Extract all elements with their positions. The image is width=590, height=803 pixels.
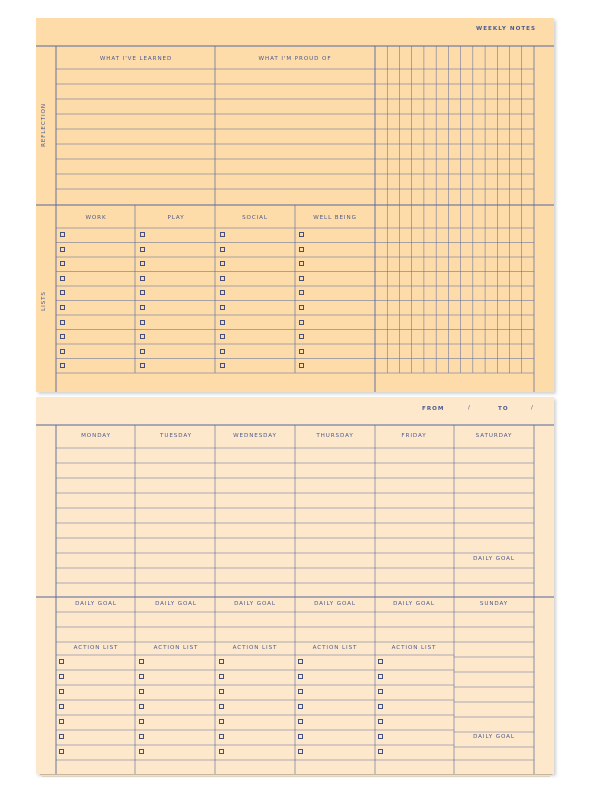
checkbox[interactable] xyxy=(220,334,225,339)
checkbox[interactable] xyxy=(378,749,383,754)
reflection-side-label: REFLECTION xyxy=(41,103,47,147)
saturday-daily-goal-label: DAILY GOAL xyxy=(473,556,515,562)
checkbox[interactable] xyxy=(59,674,64,679)
sheet-stack-edge xyxy=(40,774,552,775)
friday-action-list-label: ACTION LIST xyxy=(391,645,437,651)
lists-side-label: LISTS xyxy=(41,291,47,311)
checkbox[interactable] xyxy=(59,704,64,709)
weekly-planner-grid xyxy=(36,397,554,774)
weekly-notes-sheet xyxy=(36,18,554,392)
checkbox[interactable] xyxy=(298,689,303,694)
checkbox[interactable] xyxy=(60,334,65,339)
checkbox[interactable] xyxy=(298,674,303,679)
checkbox[interactable] xyxy=(140,305,145,310)
checkbox[interactable] xyxy=(219,719,224,724)
checkbox[interactable] xyxy=(59,659,64,664)
checkbox[interactable] xyxy=(59,749,64,754)
thursday-action-list-label: ACTION LIST xyxy=(312,645,358,651)
checkbox[interactable] xyxy=(299,334,304,339)
checkbox[interactable] xyxy=(139,704,144,709)
social-header: SOCIAL xyxy=(242,215,268,221)
checkbox[interactable] xyxy=(378,689,383,694)
checkbox[interactable] xyxy=(299,232,304,237)
checkbox[interactable] xyxy=(139,734,144,739)
proud-header: WHAT I'M PROUD OF xyxy=(258,56,332,62)
thursday-daily-goal-label: DAILY GOAL xyxy=(314,601,356,607)
checkbox[interactable] xyxy=(220,247,225,252)
tuesday-action-list-label: ACTION LIST xyxy=(153,645,199,651)
friday-header: FRIDAY xyxy=(401,433,427,439)
sheet-stack-edge xyxy=(42,776,550,777)
checkbox[interactable] xyxy=(298,749,303,754)
checkbox[interactable] xyxy=(139,659,144,664)
checkbox[interactable] xyxy=(139,674,144,679)
checkbox[interactable] xyxy=(219,659,224,664)
checkbox[interactable] xyxy=(60,305,65,310)
checkbox[interactable] xyxy=(299,349,304,354)
wednesday-action-list-label: ACTION LIST xyxy=(232,645,278,651)
checkbox[interactable] xyxy=(220,363,225,368)
checkbox[interactable] xyxy=(220,232,225,237)
to-date-separator: / xyxy=(531,405,534,411)
checkbox[interactable] xyxy=(219,674,224,679)
checkbox[interactable] xyxy=(298,719,303,724)
checkbox[interactable] xyxy=(140,247,145,252)
checkbox[interactable] xyxy=(299,305,304,310)
checkbox[interactable] xyxy=(59,689,64,694)
checkbox[interactable] xyxy=(140,363,145,368)
checkbox[interactable] xyxy=(299,247,304,252)
sunday-header: SUNDAY xyxy=(479,601,509,607)
checkbox[interactable] xyxy=(378,734,383,739)
thursday-header: THURSDAY xyxy=(316,433,354,439)
checkbox[interactable] xyxy=(378,659,383,664)
weekly-notes-title: WEEKLY NOTES xyxy=(476,26,536,32)
learned-header: WHAT I'VE LEARNED xyxy=(99,56,173,62)
checkbox[interactable] xyxy=(219,704,224,709)
checkbox[interactable] xyxy=(298,734,303,739)
checkbox[interactable] xyxy=(140,261,145,266)
from-label: FROM xyxy=(422,406,445,412)
checkbox[interactable] xyxy=(299,261,304,266)
checkbox[interactable] xyxy=(299,363,304,368)
checkbox[interactable] xyxy=(140,290,145,295)
checkbox[interactable] xyxy=(298,704,303,709)
checkbox[interactable] xyxy=(140,349,145,354)
checkbox[interactable] xyxy=(59,734,64,739)
checkbox[interactable] xyxy=(378,719,383,724)
checkbox[interactable] xyxy=(378,704,383,709)
checkbox[interactable] xyxy=(220,276,225,281)
checkbox[interactable] xyxy=(299,290,304,295)
checkbox[interactable] xyxy=(60,232,65,237)
checkbox[interactable] xyxy=(219,689,224,694)
checkbox[interactable] xyxy=(299,276,304,281)
checkbox[interactable] xyxy=(59,719,64,724)
checkbox[interactable] xyxy=(219,734,224,739)
checkbox[interactable] xyxy=(220,320,225,325)
checkbox[interactable] xyxy=(140,232,145,237)
monday-header: MONDAY xyxy=(81,433,111,439)
tuesday-daily-goal-label: DAILY GOAL xyxy=(155,601,197,607)
checkbox[interactable] xyxy=(219,749,224,754)
checkbox[interactable] xyxy=(140,276,145,281)
checkbox[interactable] xyxy=(220,261,225,266)
tuesday-header: TUESDAY xyxy=(160,433,192,439)
checkbox[interactable] xyxy=(60,290,65,295)
checkbox[interactable] xyxy=(60,276,65,281)
from-date-separator: / xyxy=(468,405,471,411)
checkbox[interactable] xyxy=(378,674,383,679)
friday-daily-goal-label: DAILY GOAL xyxy=(393,601,435,607)
checkbox[interactable] xyxy=(298,659,303,664)
checkbox[interactable] xyxy=(60,349,65,354)
wednesday-header: WEDNESDAY xyxy=(233,433,277,439)
checkbox[interactable] xyxy=(60,247,65,252)
saturday-header: SATURDAY xyxy=(475,433,513,439)
wednesday-daily-goal-label: DAILY GOAL xyxy=(234,601,276,607)
checkbox[interactable] xyxy=(220,349,225,354)
monday-action-list-label: ACTION LIST xyxy=(73,645,119,651)
checkbox[interactable] xyxy=(139,719,144,724)
checkbox[interactable] xyxy=(140,320,145,325)
sunday-daily-goal-label: DAILY GOAL xyxy=(473,734,515,740)
to-label: TO xyxy=(498,406,509,412)
weekly-notes-grid xyxy=(36,18,554,392)
checkbox[interactable] xyxy=(139,749,144,754)
checkbox[interactable] xyxy=(220,290,225,295)
weekly-planner-sheet xyxy=(36,397,554,774)
checkbox[interactable] xyxy=(299,320,304,325)
work-header: WORK xyxy=(85,215,107,221)
checkbox[interactable] xyxy=(139,689,144,694)
checkbox[interactable] xyxy=(60,261,65,266)
checkbox[interactable] xyxy=(60,363,65,368)
play-header: PLAY xyxy=(167,215,185,221)
checkbox[interactable] xyxy=(140,334,145,339)
wellbeing-header: WELL BEING xyxy=(313,215,357,221)
monday-daily-goal-label: DAILY GOAL xyxy=(75,601,117,607)
checkbox[interactable] xyxy=(60,320,65,325)
checkbox[interactable] xyxy=(220,305,225,310)
